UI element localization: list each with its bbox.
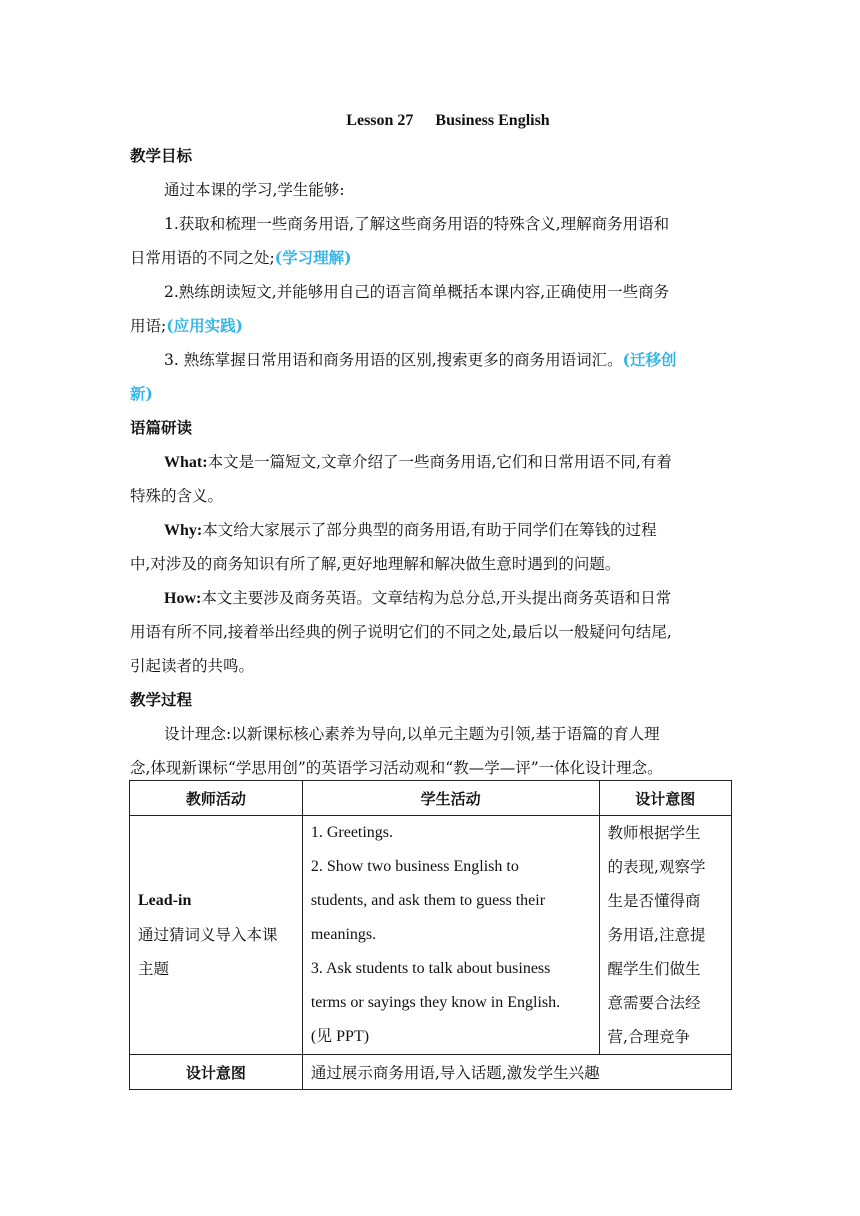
student-line: (见 PPT) <box>310 1028 370 1045</box>
how-line-2: 用语有所不同,接着举出经典的例子说明它们的不同之处,最后以一般疑问句结尾, <box>130 623 672 641</box>
goal-1-line-1: 1.获取和梳理一些商务用语,了解这些商务用语的特殊含义,理解商务用语和 <box>164 215 670 233</box>
lead-in-title: Lead-in <box>138 892 192 909</box>
intent-line: 营,合理竞争 <box>607 1028 690 1046</box>
goal-3-tag-1: (迁移创 <box>622 350 677 369</box>
goal-1-text: 日常用语的不同之处; <box>130 249 275 267</box>
why-line-1 <box>164 520 734 541</box>
intent-line: 务用语,注意提 <box>607 926 706 944</box>
student-line: 3. Ask students to talk about business <box>310 960 551 977</box>
intent-line: 醒学生们做生 <box>607 960 701 978</box>
why-label: Why: <box>164 522 203 539</box>
how-text: 本文主要涉及商务英语。文章结构为总分总,开头提出商务英语和日常 <box>201 589 672 607</box>
footer-text: 通过展示商务用语,导入话题,激发学生兴趣 <box>302 1055 731 1090</box>
what-label: What: <box>164 454 208 471</box>
header-intent: 设计意图 <box>599 781 731 816</box>
student-line: meanings. <box>310 926 377 943</box>
intent-line: 教师根据学生 <box>607 824 701 842</box>
how-line-3: 引起读者的共鸣。 <box>130 657 255 675</box>
intent-line: 意需要合法经 <box>607 994 701 1012</box>
student-line: students, and ask them to guess their <box>310 892 546 909</box>
lesson-number: Lesson 27 <box>346 112 414 129</box>
student-line: 2. Show two business English to <box>310 858 519 875</box>
how-line-1 <box>164 588 734 609</box>
intent-line: 的表现,观察学 <box>607 858 706 876</box>
goal-2-text: 用语; <box>130 317 167 335</box>
what-text: 本文是一篇短文,文章介绍了一些商务用语,它们和日常用语不同,有着 <box>207 453 672 471</box>
goal-3-text: 3. 熟练掌握日常用语和商务用语的区别,搜索更多的商务用语词汇。 <box>164 351 623 369</box>
lead-in-desc-1: 通过猜词义导入本课 <box>138 926 278 944</box>
table-header-row <box>130 781 732 816</box>
student-line: 1. Greetings. <box>310 824 394 841</box>
student-activity-cell <box>302 816 599 1055</box>
goal-3-tag-2: 新) <box>130 384 153 403</box>
goals-intro: 通过本课的学习,学生能够: <box>164 181 345 199</box>
intent-line: 生是否懂得商 <box>607 892 701 910</box>
what-line-2: 特殊的含义。 <box>130 487 224 505</box>
reading-heading: 语篇研读 <box>130 419 193 437</box>
why-line-2: 中,对涉及的商务知识有所了解,更好地理解和解决做生意时遇到的问题。 <box>130 555 621 573</box>
lesson-title <box>0 112 860 130</box>
header-teacher: 教师活动 <box>130 781 303 816</box>
goal-2-line-1: 2.熟练朗读短文,并能够用自己的语言简单概括本课内容,正确使用一些商务 <box>164 283 670 301</box>
what-line-1 <box>164 452 734 473</box>
goals-heading: 教学目标 <box>130 147 193 165</box>
how-label: How: <box>164 590 202 607</box>
lead-in-desc-2: 主题 <box>138 960 170 978</box>
header-student: 学生活动 <box>302 781 599 816</box>
goal-1-tag: (学习理解) <box>274 248 352 267</box>
process-line-2: 念,体现新课标“学思用创”的英语学习活动观和“教—学—评”一体化设计理念。 <box>130 759 663 777</box>
intent-cell <box>599 816 731 1055</box>
lesson-name: Business English <box>435 112 550 129</box>
lesson-table <box>129 780 732 1090</box>
table-row <box>130 816 732 1055</box>
process-heading: 教学过程 <box>130 691 193 709</box>
table-footer-row <box>130 1055 732 1090</box>
goal-3-line-1 <box>164 350 734 370</box>
why-text: 本文给大家展示了部分典型的商务用语,有助于同学们在筹钱的过程 <box>202 521 657 539</box>
student-line: terms or sayings they know in English. <box>310 994 561 1011</box>
goal-1-line-2 <box>130 248 733 268</box>
footer-label: 设计意图 <box>130 1055 303 1090</box>
goal-2-tag: (应用实践) <box>166 316 243 335</box>
lead-in-cell <box>130 816 303 1055</box>
goal-2-line-2 <box>130 316 733 336</box>
process-line-1: 设计理念:以新课标核心素养为导向,以单元主题为引领,基于语篇的育人理 <box>164 725 660 743</box>
